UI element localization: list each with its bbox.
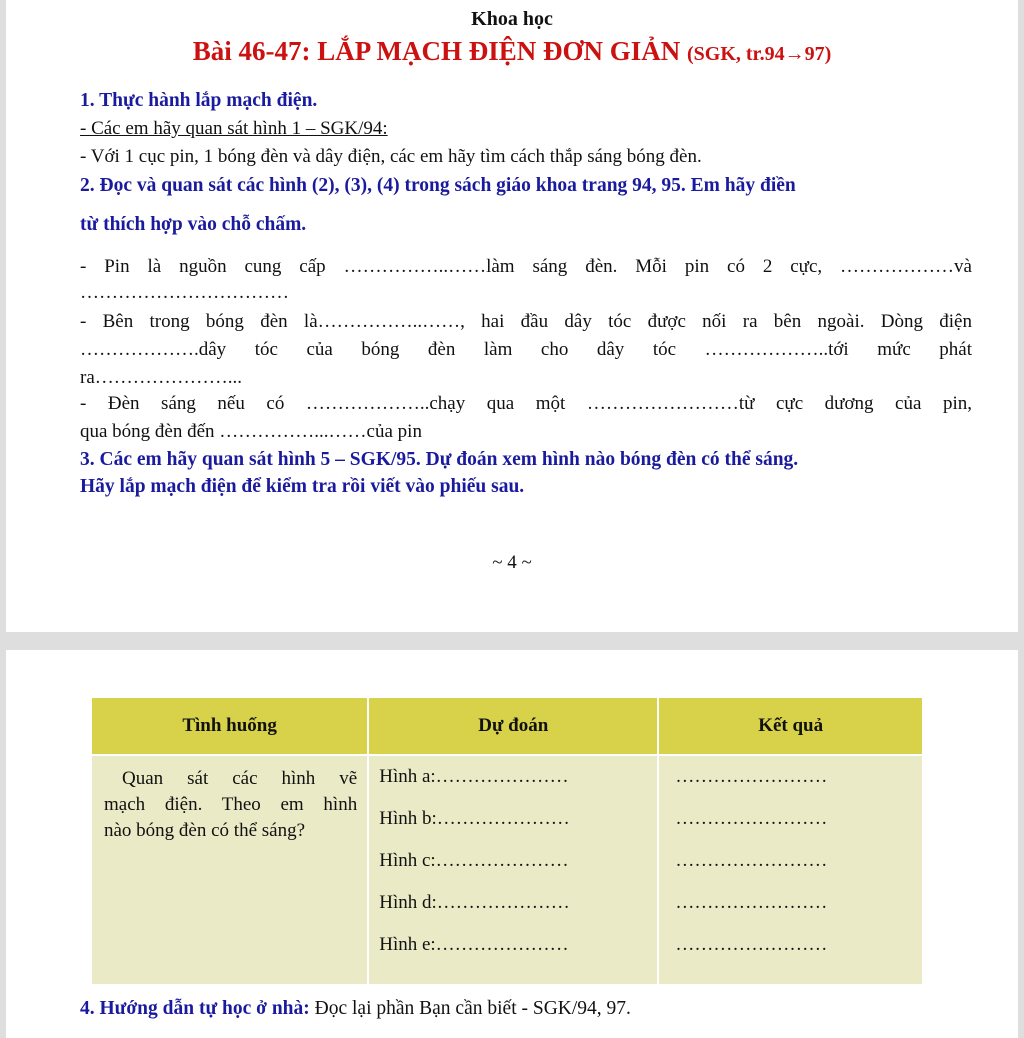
fill-in-1-line-1: - Pin là nguồn cung cấp ……………..……làm sáng đèn. Mỗi pin có 2 cực, ………………và: [80, 256, 972, 277]
homework-instruction: [80, 998, 631, 1020]
fill-in-3-line-1: - Đèn sáng nếu có ………………..chạy qua một ……………………từ cực dương của pin,: [80, 393, 972, 414]
subject-title: Khoa học: [471, 8, 553, 30]
section-2-heading-line-1: 2. Đọc và quan sát các hình (2), (3), (4) trong sách giáo khoa trang 94, 95. Em hãy điền: [80, 175, 796, 196]
result-a[interactable]: ……………………: [675, 766, 828, 787]
section-1-line-1: - Các em hãy quan sát hình 1 – SGK/94:: [80, 118, 388, 139]
prediction-result-table: [90, 696, 924, 986]
document-page-1: [6, 0, 1018, 632]
section-2-heading-line-2: từ thích hợp vào chỗ chấm.: [80, 214, 307, 235]
situation-line-1: Quan sát các hình vẽ: [122, 768, 358, 789]
result-c[interactable]: ……………………: [675, 850, 828, 871]
fill-in-2-line-3: ra…………………...: [80, 367, 243, 388]
prediction-a[interactable]: Hình a:…………………: [379, 766, 569, 787]
situation-line-2: mạch điện. Theo em hình: [104, 794, 358, 815]
prediction-c[interactable]: Hình c:…………………: [379, 850, 569, 871]
fill-in-1-line-2: ……………………………: [80, 282, 289, 303]
fill-in-3-line-2: qua bóng đèn đến ……………...……của pin: [80, 421, 422, 442]
lesson-title-text: Bài 46-47: LẮP MẠCH ĐIỆN ĐƠN GIẢN: [192, 36, 681, 66]
result-cell: [658, 755, 923, 985]
header-result: Kết quả: [658, 697, 923, 755]
section-1-line-2: - Với 1 cục pin, 1 bóng đèn và dây điện, các em hãy tìm cách thắp sáng bóng đèn.: [80, 146, 702, 167]
prediction-b[interactable]: Hình b:…………………: [379, 808, 570, 829]
table-header-row: [91, 697, 923, 755]
header-prediction: Dự đoán: [368, 697, 658, 755]
section-3-heading-line-1: 3. Các em hãy quan sát hình 5 – SGK/95. Dự đoán xem hình nào bóng đèn có thể sáng.: [80, 449, 799, 470]
homework-text: Đọc lại phần Bạn cần biết - SGK/94, 97.: [314, 998, 631, 1019]
result-d[interactable]: ……………………: [675, 892, 828, 913]
document-page-2: [6, 650, 1018, 1038]
prediction-cell: [368, 755, 658, 985]
result-e[interactable]: ……………………: [675, 934, 828, 955]
table-row: [91, 755, 923, 985]
page-number: ~ 4 ~: [492, 552, 532, 573]
homework-label: 4. Hướng dẫn tự học ở nhà:: [80, 998, 310, 1019]
prediction-d[interactable]: Hình d:…………………: [379, 892, 570, 913]
header-situation: Tình huống: [91, 697, 368, 755]
section-1-heading: 1. Thực hành lắp mạch điện.: [80, 90, 318, 111]
situation-line-3: nào bóng đèn có thể sáng?: [104, 820, 306, 841]
fill-in-2-line-1: - Bên trong bóng đèn là……………..……, hai đầu dây tóc được nối ra bên ngoài. Dòng điện: [80, 311, 972, 332]
lesson-reference: (SGK, tr.94→97): [687, 43, 832, 65]
prediction-e[interactable]: Hình e:…………………: [379, 934, 569, 955]
section-3-heading-line-2: Hãy lắp mạch điện để kiểm tra rồi viết vào phiếu sau.: [80, 476, 525, 497]
result-b[interactable]: ……………………: [675, 808, 828, 829]
fill-in-2-line-2: ……………….dây tóc của bóng đèn làm cho dây tóc ………………..tới mức phát: [80, 339, 972, 360]
lesson-title: [6, 36, 1018, 67]
situation-cell: [91, 755, 368, 985]
